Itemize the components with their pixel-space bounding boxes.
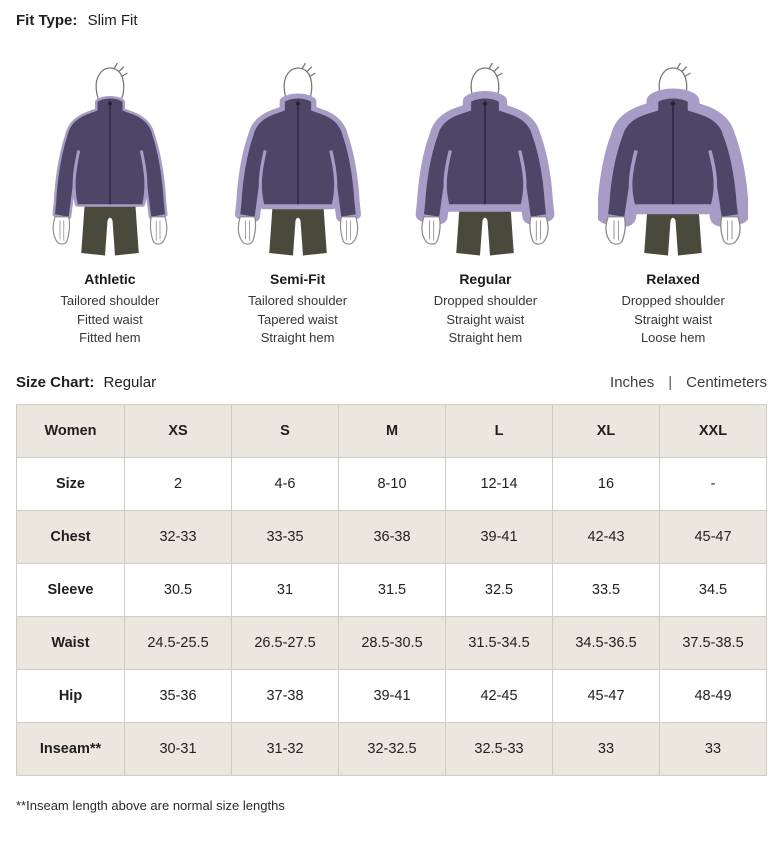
row-label-hip: Hip [17,669,125,722]
size-cell: 31.5-34.5 [446,616,553,669]
size-cell: 34.5-36.5 [553,616,660,669]
size-cell: 37.5-38.5 [660,616,767,669]
unit-divider: | [668,373,673,391]
fit-figure-athletic [35,63,185,263]
unit-toggle-inches[interactable]: Inches [610,373,655,391]
size-cell: 32.5 [446,563,553,616]
size-cell: 31 [232,563,339,616]
size-cell: 24.5-25.5 [125,616,232,669]
unit-toggle-group [610,374,767,391]
size-cell: 32-32.5 [339,722,446,775]
fit-figure-semi-fit [223,63,373,263]
size-chart-row [16,374,767,391]
column-header-m: M [339,404,446,457]
size-cell: 4-6 [232,457,339,510]
table-row [17,510,767,563]
size-cell: 42-43 [553,510,660,563]
fit-option-athletic [16,63,204,348]
size-cell: 48-49 [660,669,767,722]
size-cell: 34.5 [660,563,767,616]
size-cell: 31-32 [232,722,339,775]
fit-figure-regular [410,63,560,263]
inseam-footnote: **Inseam length above are normal size lengths [16,797,285,813]
size-cell: 39-41 [446,510,553,563]
size-chart-title [16,374,156,391]
size-chart-table [16,404,767,776]
row-label-inseam: Inseam** [17,722,125,775]
fit-figure-relaxed [598,63,748,263]
size-cell: 32-33 [125,510,232,563]
fit-feature: Fitted waist [77,311,143,327]
size-cell: 30.5 [125,563,232,616]
fit-type-value: Slim Fit [87,12,138,29]
size-cell: 16 [553,457,660,510]
size-cell: 32.5-33 [446,722,553,775]
fit-option-semi-fit [204,63,392,348]
fit-feature: Straight hem [260,330,335,345]
column-header-xs: XS [125,404,232,457]
fit-feature: Dropped shoulder [621,293,725,308]
size-cell: 28.5-30.5 [339,616,446,669]
size-chart-value: Regular [103,373,157,391]
fit-name: Semi-Fit [270,271,326,287]
size-chart-label: Size Chart: [16,373,95,391]
size-cell: 8-10 [339,457,446,510]
table-row [17,457,767,510]
size-cell: 26.5-27.5 [232,616,339,669]
size-cell: 35-36 [125,669,232,722]
size-cell: 33 [553,722,660,775]
fit-option-regular [392,63,580,348]
column-header-xl: XL [553,404,660,457]
table-row [17,563,767,616]
table-row [17,616,767,669]
table-row [17,669,767,722]
size-cell: 39-41 [339,669,446,722]
fit-feature: Tailored shoulder [248,293,348,308]
row-label-size: Size [17,457,125,510]
column-header-xxl: XXL [660,404,767,457]
column-header-l: L [446,404,553,457]
size-cell: 42-45 [446,669,553,722]
size-cell: 45-47 [553,669,660,722]
fit-feature: Fitted hem [79,330,141,345]
fit-name: Athletic [84,271,136,287]
fit-feature: Straight hem [448,330,523,345]
fit-feature: Dropped shoulder [433,293,538,308]
size-cell: 30-31 [125,722,232,775]
size-cell: - [660,457,767,510]
column-header-women: Women [17,404,125,457]
size-cell: 12-14 [446,457,553,510]
fit-options-grid [16,63,767,348]
size-cell: 31.5 [339,563,446,616]
fit-option-relaxed [579,63,767,348]
size-cell: 2 [125,457,232,510]
fit-name: Regular [459,271,512,287]
table-row [17,722,767,775]
fit-name: Relaxed [646,271,700,287]
fit-feature: Straight waist [446,311,525,327]
fit-feature: Tailored shoulder [60,293,160,308]
size-cell: 33-35 [232,510,339,563]
row-label-sleeve: Sleeve [17,563,125,616]
fit-type-label: Fit Type: [16,12,78,29]
size-cell: 33 [660,722,767,775]
row-label-chest: Chest [17,510,125,563]
size-cell: 33.5 [553,563,660,616]
unit-toggle-centimeters[interactable]: Centimeters [686,373,767,391]
fit-feature: Loose hem [640,330,706,345]
table-header-row [17,404,767,457]
size-cell: 36-38 [339,510,446,563]
fit-type-row [16,12,767,29]
row-label-waist: Waist [17,616,125,669]
fit-feature: Tapered waist [257,311,338,327]
fit-feature: Straight waist [634,311,713,327]
size-cell: 45-47 [660,510,767,563]
column-header-s: S [232,404,339,457]
size-cell: 37-38 [232,669,339,722]
